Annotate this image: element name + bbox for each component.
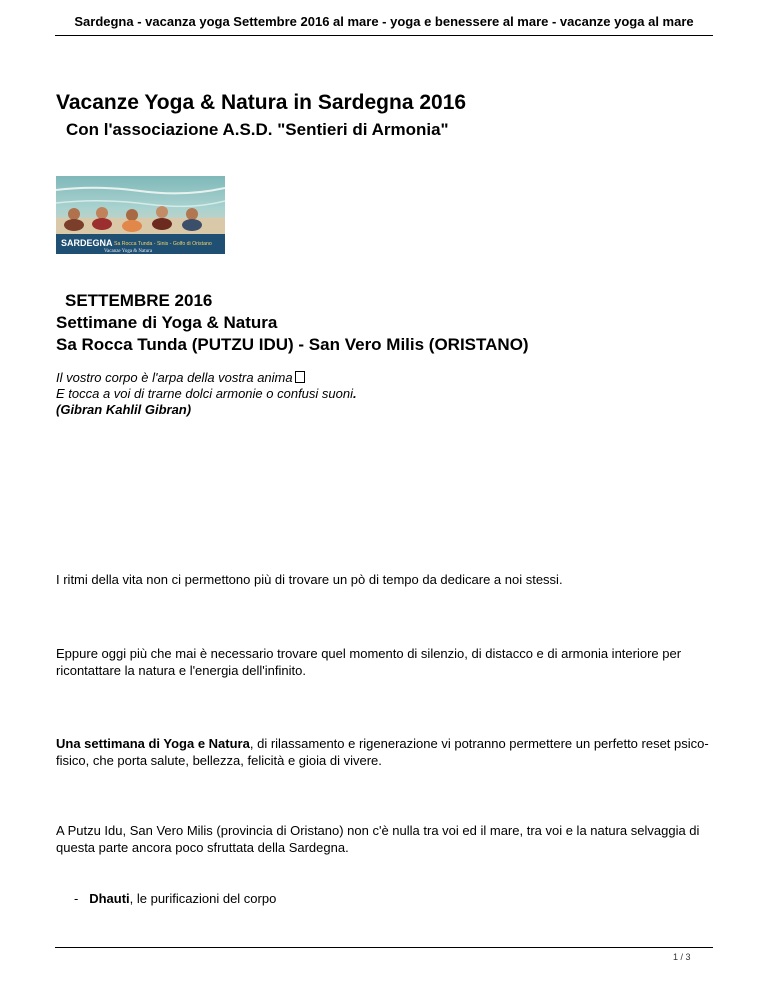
section-place: Sa Rocca Tunda (PUTZU IDU) - San Vero Milis (ORISTANO): [56, 335, 529, 354]
list-item: - Dhauti, le purificazioni del corpo: [74, 891, 277, 906]
section-month: SETTEMBRE 2016: [65, 291, 213, 310]
quote-line-2: E tocca a voi di trarne dolci armonie o confusi suoni.: [56, 386, 357, 401]
beach-yoga-photo: [56, 176, 225, 254]
footer-rule: [55, 947, 713, 948]
quote-author: (Gibran Kahlil Gibran): [56, 402, 192, 417]
svg-text:SARDEGNA: SARDEGNA: [61, 238, 113, 248]
paragraph-2: Eppure oggi più che mai è necessario trovare quel momento di silenzio, di distacco e di armonia interiore per ricontattare la natura e l'energia dell'infinito.: [56, 646, 682, 678]
page-subtitle: Con l'associazione A.S.D. "Sentieri di Armonia": [66, 120, 449, 139]
page-number: 1 / 3: [673, 952, 691, 962]
missing-glyph-icon: [295, 371, 305, 383]
banner-image: [56, 176, 225, 254]
section-weeks: Settimane di Yoga & Natura: [56, 313, 278, 332]
paragraph-3: Una settimana di Yoga e Natura, di rilassamento e rigenerazione vi potranno permettere un perfetto reset psico-fisico, che porta salute, bellezza, felicità e gioia di vivere.: [56, 736, 709, 768]
running-header: Sardegna - vacanza yoga Settembre 2016 al mare - yoga e benessere al mare - vacanze yoga al mare: [74, 14, 694, 29]
quote-line-1: Il vostro corpo è l'arpa della vostra anima: [56, 370, 305, 386]
svg-text:Vacanze Yoga & Natura: Vacanze Yoga & Natura: [104, 249, 153, 254]
header-rule: [55, 35, 713, 36]
paragraph-4: A Putzu Idu, San Vero Milis (provincia di Oristano) non c'è nulla tra voi ed il mare, tra voi e la natura selvaggia di questa parte ancora poco sfruttata della Sardegna.: [56, 823, 700, 855]
svg-text:Sa Rocca Tunda - Sinis - Golfo: Sa Rocca Tunda - Sinis - Golfo di Oristano: [114, 241, 212, 247]
paragraph-1: I ritmi della vita non ci permettono più di trovare un pò di tempo da dedicare a noi stessi.: [56, 572, 563, 587]
page-title: Vacanze Yoga & Natura in Sardegna 2016: [56, 91, 467, 114]
